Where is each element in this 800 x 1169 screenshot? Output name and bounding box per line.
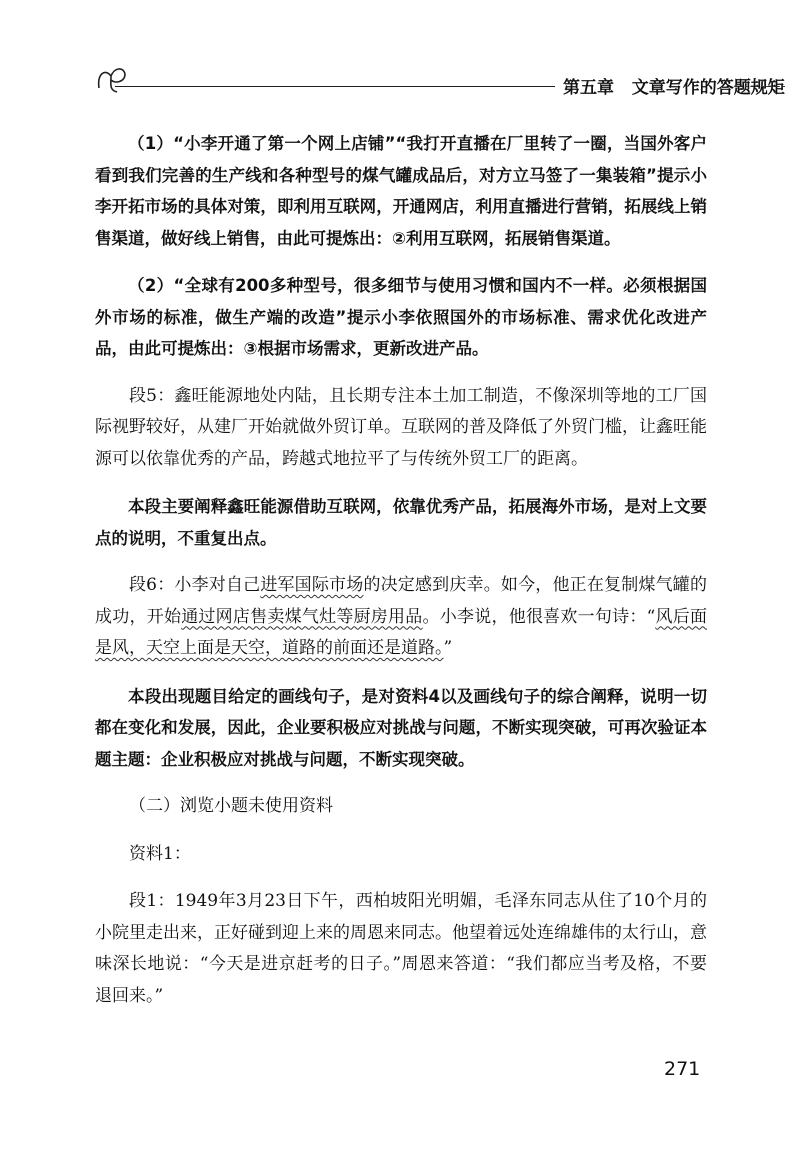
running-header	[95, 62, 785, 102]
header-rule	[115, 86, 555, 87]
text-segment: 。小李说，他很喜欢一句诗：“	[422, 606, 656, 627]
paragraph	[95, 570, 707, 665]
chapter-number: 第五章	[563, 78, 614, 98]
text-segment: （二）浏览小题未使用资料	[129, 796, 333, 816]
paragraph	[95, 839, 707, 871]
paragraph	[95, 886, 707, 1012]
text-segment: 本段出现题目给定的画线句子，是对资料4以及画线句子的综合阐释，说明一切都在变化和发展，因此，企业要积极应对挑战与问题，不断实现突破，可再次验证本题主题：企业积极应对挑战与问题，不断实现突破。	[95, 686, 707, 769]
text-segment: 段6：小李对自己	[129, 575, 261, 595]
page-number: 271	[664, 1058, 701, 1080]
header-dash-rule	[745, 86, 785, 87]
text-segment: 的决定感到庆幸。如今，他正在复制煤气罐的成功，开始	[95, 575, 707, 627]
paragraph	[95, 128, 707, 254]
text-segment: 本段主要阐释鑫旺能源借助互联网，依靠优秀产品，拓展海外市场，是对上文要点的说明，不重复出点。	[95, 497, 707, 548]
paragraph	[95, 791, 707, 823]
text-segment: ”	[443, 638, 453, 658]
page-body	[95, 128, 707, 1028]
paragraph	[95, 681, 707, 776]
text-segment: （1）“小李开通了第一个网上店铺”“我打开直播在厂里转了一圈，当国外客户看到我们完善的生产线和各种型号的煤气罐成品后，对方立马签了一集装箱”提示小李开拓市场的具体对策，即利用互联网，开通网店，利用直播进行营销，拓展线上销售渠道，做好线上销售，由此可提炼出：②利用互联网，拓展销售渠道。	[95, 134, 707, 248]
leaf-sprout-icon	[95, 62, 129, 96]
paragraph	[95, 491, 707, 554]
text-segment: 资料1：	[129, 843, 191, 864]
underlined-quote: 风后面是风，天空上面是天空，道路的前面还是道路。	[95, 606, 708, 658]
paragraph	[95, 381, 707, 476]
text-segment: 段5：鑫旺能源地处内陆，且长期专注本土加工制造，不像深圳等地的工厂国际视野较好，从建厂开始就做外贸订单。互联网的普及降低了外贸门槛，让鑫旺能源可以依靠优秀的产品，跨越式地拉平了与传统外贸工厂的距离。	[95, 385, 707, 469]
underlined-quote: 通过网店售卖煤气灶等厨房用品	[181, 606, 423, 627]
text-segment: （2）“全球有200多种型号，很多细节与使用习惯和国内不一样。必须根据国外市场的标准，做生产端的改造”提示小李依照国外的市场标准、需求优化改进产品，由此可提炼出：③根据市场需求，更新改进产品。	[95, 276, 707, 358]
text-segment: 段1：1949年3月23日下午，西柏坡阳光明媚，毛泽东同志从住了10个月的小院里走出来，正好碰到迎上来的周恩来同志。他望着远处连绵雄伟的太行山，意味深长地说：“今天是进京赶考的日子。”周恩来答道：“我们都应当考及格，不要退回来。”	[95, 891, 707, 1006]
chapter-name: 文章写作的答题规矩	[631, 78, 785, 98]
paragraph	[95, 270, 707, 365]
underlined-quote: 进军国际市场	[260, 575, 364, 595]
